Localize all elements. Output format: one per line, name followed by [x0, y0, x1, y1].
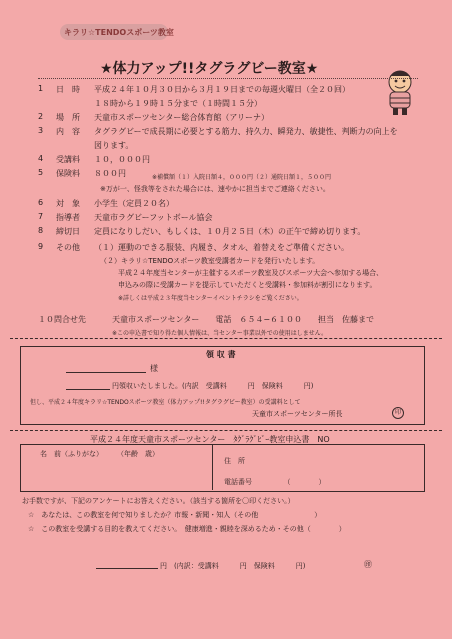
- header-badge-text: キラリ☆TENDOスポーツ教室: [64, 28, 174, 37]
- receipt-stamp: 印: [392, 407, 404, 419]
- fee-note: ※補償額（１）入院日額４，０００円（２）通院日額１，５００円: [152, 174, 332, 181]
- footer-amount: 円 (内訳：受講料 円 保険料 円): [160, 562, 306, 570]
- item-number: 7: [38, 212, 44, 221]
- item-label: 受講料: [56, 155, 80, 164]
- footer-stamp: ㊞: [364, 560, 372, 569]
- receipt-name-line: [66, 372, 146, 373]
- item-text: ８００円: [94, 169, 126, 178]
- mascot-icon: [380, 68, 420, 116]
- item-label: 日 時: [56, 85, 80, 94]
- item-text: タグラグビーで成長期に必要とする筋力、持久力、瞬発力、敏捷性、判断力の向上を: [94, 127, 398, 136]
- item-label: 対 象: [56, 199, 80, 208]
- item-number: 1: [38, 84, 44, 93]
- address-field-label[interactable]: 住 所: [224, 457, 245, 465]
- item-label: その他: [56, 243, 80, 252]
- receipt-amount-text: 円領収いたしました。(内訳 受講料 円 保険料 円): [112, 382, 314, 390]
- contact-text: 天童市スポーツセンター 電話 ６５４−６１００ 担当 佐藤まで: [112, 315, 375, 324]
- item-text: （１）運動のできる服装、内履き、タオル、着替えをご準備ください。: [94, 243, 350, 252]
- item-label: 場 所: [56, 113, 80, 122]
- item-label: 締切日: [56, 227, 80, 236]
- injury-note: ※万が一、怪我等をされた場合には、速やかに担当までご連絡ください。: [100, 185, 330, 193]
- other-note-2d: ※詳しくは平成２３年度当センターイベントチラシをご覧ください。: [118, 295, 303, 302]
- survey-question-2[interactable]: ☆ この教室を受講する目的を教えてください。 健康増進・親睦を深めるため・その他（ ）: [28, 525, 346, 533]
- receipt-amount-line: [66, 389, 110, 390]
- item-text: 天童市ラグビーフットボール協会: [94, 213, 213, 222]
- item-text: 定員になりしだい、もしくは、１０月２５日（木）の正午で締め切ります。: [94, 227, 366, 236]
- other-note-2a: （２）キラリ☆TENDOスポーツ教室受講者カードを発行いたします。: [100, 257, 320, 265]
- application-form-divider: [212, 444, 213, 490]
- item-number: 6: [38, 198, 44, 207]
- survey-intro: お手数ですが、下記のアンケートにお答えください。（該当する箇所を〇印ください。）: [22, 497, 295, 505]
- receipt-sama: 様: [150, 364, 158, 373]
- cut-line-bottom: [10, 430, 442, 431]
- item-number: 3: [38, 126, 44, 135]
- receipt-issuer: 天童市スポーツセンター所長: [252, 410, 343, 418]
- receipt-title: 領 収 書: [206, 350, 236, 359]
- item-text: 図ります。: [94, 141, 134, 150]
- item-text: １０，０００円: [94, 155, 150, 164]
- item-text: 平成２４年１０月３０日から３月１９日までの毎週火曜日（全２０回）: [94, 85, 350, 94]
- item-number: 9: [38, 242, 44, 251]
- receipt-description: 但し、平成２４年度キラリ☆TENDOスポーツ教室（体力アップ!!タグラグビー教室）の受講料として: [30, 399, 301, 406]
- cut-line-top: [10, 338, 442, 339]
- item-text: 天童市スポーツセンター総合体育館（アリーナ）: [94, 113, 270, 122]
- phone-field-label[interactable]: 電話番号 （ ）: [224, 478, 326, 486]
- other-note-2b: 平成２４年度当センターが主催するスポーツ教室及びスポーツ大会へ参加する場合、: [118, 269, 384, 277]
- item-text: 小学生（定員２０名）: [94, 199, 174, 208]
- item-label: 指導者: [56, 213, 80, 222]
- item-number: 8: [38, 226, 44, 235]
- footer-amount-line: [96, 568, 158, 569]
- title-underline: [38, 78, 418, 79]
- application-title: 平成２４年度天童市スポーツセンター ﾀｸﾞﾗｸﾞﾋﾞｰ教室申込書 NO: [90, 435, 330, 444]
- item-text: １８時から１９時１５分まで（１時間１５分）: [94, 99, 262, 108]
- name-field-label[interactable]: 名 前（ふりがな） （年齢 歳）: [40, 450, 159, 458]
- page-title: ★体力アップ!!タグラグビー教室★: [100, 61, 319, 77]
- item-number: 2: [38, 112, 44, 121]
- contact-label: １０問合せ先: [38, 315, 86, 324]
- item-label: 保険料: [56, 169, 80, 178]
- item-label: 内 容: [56, 127, 80, 136]
- survey-question-1[interactable]: ☆ あなたは、この教室を何で知りましたか？市報・新聞・知人（その他 ）: [28, 511, 322, 519]
- item-number: 5: [38, 168, 44, 177]
- privacy-note: ※この申込書で知り得た個人情報は、当センター事業以外での使用はしません。: [112, 330, 328, 337]
- item-number: 4: [38, 154, 44, 163]
- other-note-2c: 申込みの際に受講カードを提示していただくと受講料・参加料が割引になります。: [118, 281, 377, 289]
